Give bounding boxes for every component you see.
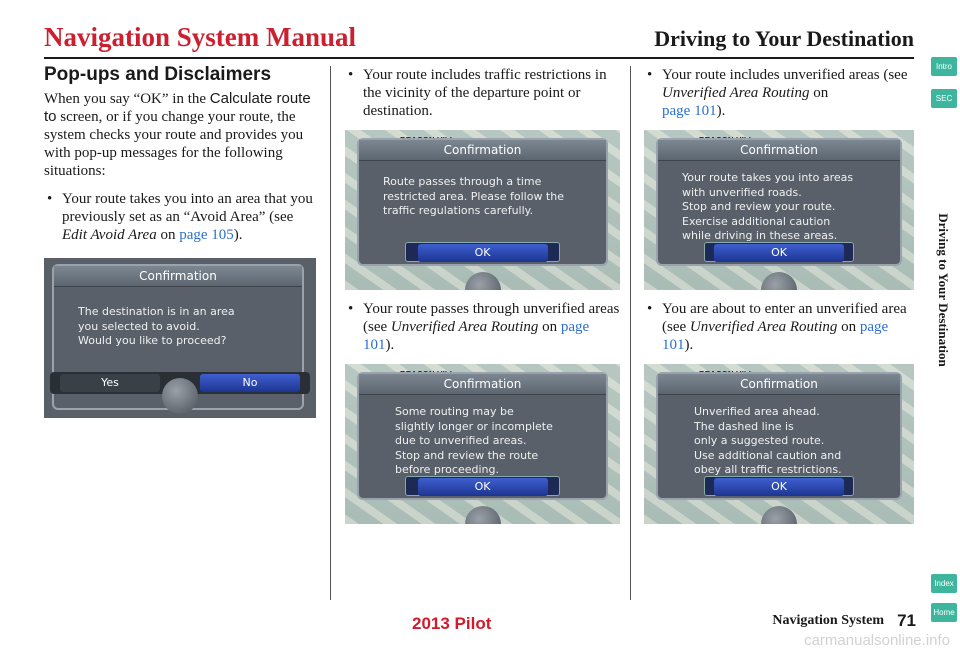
screenshot-some-routing: [345, 364, 620, 524]
column-3: [644, 66, 914, 534]
bullet-text: Your route includes unverified areas (see: [662, 67, 908, 83]
ok-button[interactable]: OK: [418, 244, 548, 262]
bullet-avoid-area: [44, 190, 316, 244]
yes-button[interactable]: Yes: [60, 374, 160, 392]
bullet-text: ).: [385, 337, 395, 353]
reference-title: Edit Avoid Area: [62, 227, 157, 243]
ok-button[interactable]: OK: [418, 478, 548, 496]
bullet-text: ).: [716, 103, 726, 119]
dialog-title: Confirmation: [359, 374, 606, 395]
watermark-text: carmanualsonline.info: [804, 632, 950, 649]
bullet-text: You are about to enter an unverified area (see: [662, 301, 907, 335]
screen-name: Calculate route to: [44, 90, 311, 125]
intro-tab[interactable]: Intro: [931, 57, 957, 76]
dialog-message: Route passes through a time restricted area. Please follow the traffic regulations carefully.: [383, 175, 564, 217]
bullet-enter-unverified: [644, 300, 914, 354]
dialog-message: Some routing may be slightly longer or incomplete due to unverified areas. Stop and review the route before proceeding.: [395, 405, 553, 476]
model-year-label: 2013 Pilot: [412, 614, 492, 633]
bullet-traffic-restrictions: • Your route includes traffic restrictions in the vicinity of the departure point or destination.: [345, 66, 620, 120]
home-tab[interactable]: Home: [931, 603, 957, 622]
dialog-title: Confirmation: [658, 374, 900, 395]
column-1: [44, 66, 316, 428]
dialog-message: Unverified area ahead. The dashed line is only a suggested route. Use additional caution and obey all traffic restrictions.: [694, 405, 842, 476]
dialog-title: Confirmation: [658, 140, 900, 161]
column-2: [345, 66, 620, 534]
reference-title: Unverified Area Routing: [689, 319, 838, 335]
bullet-unverified-routing: [345, 300, 620, 354]
intro-text-b: screen, or if you change your route, the system checks your route and provides you with pop-up messages for the following situations:: [44, 109, 304, 179]
bullet-text: on: [837, 319, 860, 335]
bullet-text: on: [156, 227, 180, 243]
bullet-text: on: [538, 319, 561, 335]
section-title: Driving to Your Destination: [654, 26, 914, 51]
sec-tab[interactable]: SEC: [931, 89, 957, 108]
ok-button[interactable]: OK: [714, 244, 844, 262]
page-link[interactable]: page 105: [179, 227, 234, 243]
intro-text-a: When you say “OK” in the: [44, 91, 210, 107]
vertical-section-label: Driving to Your Destination: [936, 213, 951, 367]
bullet-text: Your route takes you into an area that you previously set as an “Avoid Area” (see: [62, 191, 313, 225]
bullet-text: Your route passes through unverified areas (see: [363, 301, 620, 335]
section-heading: Pop-ups and Disclaimers: [44, 64, 272, 85]
dialog-message: The destination is in an area you selected to avoid. Would you like to proceed?: [78, 305, 235, 347]
column-divider: [630, 66, 631, 600]
page-link[interactable]: page 101: [662, 103, 717, 119]
bullet-text: on: [809, 85, 829, 101]
screenshot-unverified-ahead: [644, 364, 914, 524]
screenshot-time-restricted: [345, 130, 620, 290]
header-divider: [44, 57, 914, 59]
bullet-text: ).: [233, 227, 243, 243]
dialog-title: Confirmation: [359, 140, 606, 161]
bullet-text: ).: [684, 337, 694, 353]
page-link[interactable]: page 101: [662, 319, 889, 353]
dialog-message: Your route takes you into areas with unverified roads. Stop and review your route. Exercise additional caution while driving in these areas.: [682, 171, 854, 242]
page-number: 71: [897, 611, 916, 630]
screenshot-avoid-area: [44, 258, 316, 418]
page-link[interactable]: page 101: [363, 319, 590, 353]
bullet-unverified-areas: [644, 66, 914, 120]
interface-knob-icon: [162, 378, 198, 414]
ok-button[interactable]: OK: [714, 478, 844, 496]
reference-title: Unverified Area Routing: [390, 319, 539, 335]
dialog-title: Confirmation: [54, 266, 302, 287]
intro-paragraph: [44, 90, 316, 180]
reference-title: Unverified Area Routing: [662, 85, 810, 101]
screenshot-unverified-roads: [644, 130, 914, 290]
footer-caption: Navigation System: [772, 613, 884, 628]
no-button[interactable]: No: [200, 374, 300, 392]
manual-title: Navigation System Manual: [44, 22, 357, 52]
column-divider: [330, 66, 331, 600]
index-tab[interactable]: Index: [931, 574, 957, 593]
